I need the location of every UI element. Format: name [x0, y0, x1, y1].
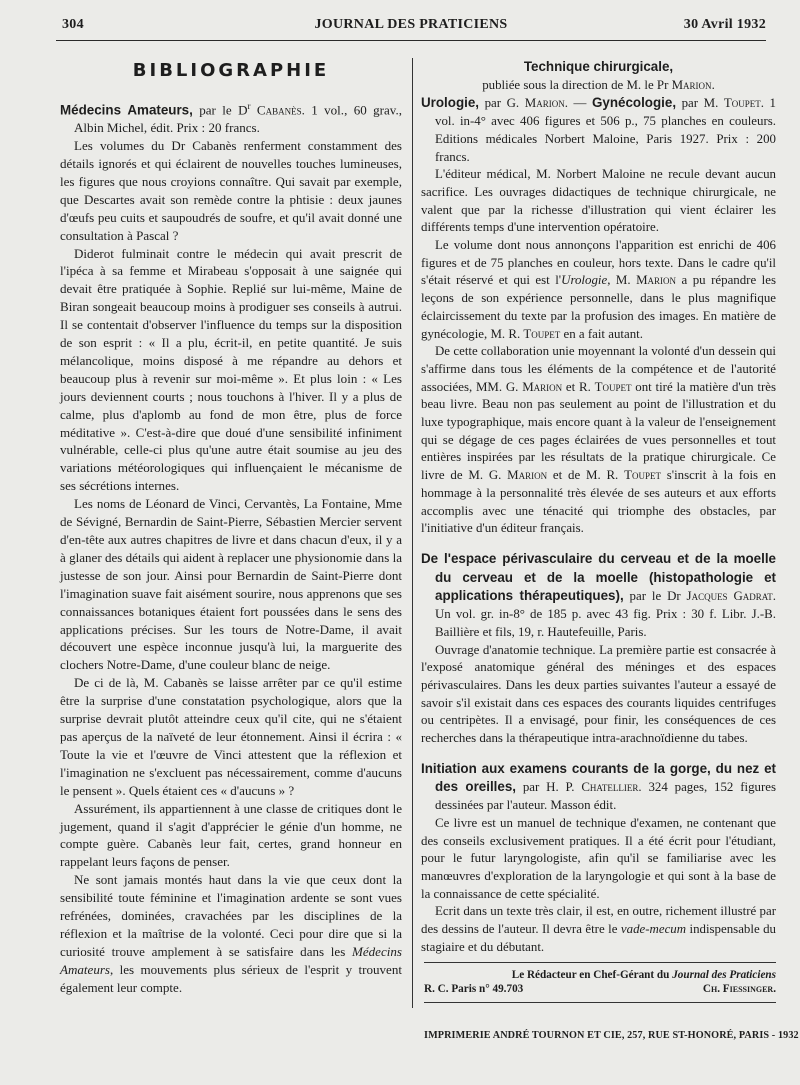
italic-title: Journal des Praticiens — [672, 969, 776, 981]
printer-imprint: IMPRIMERIE ANDRÉ TOURNON ET CIE, 257, RUE ST-HONORÉ, PARIS - 1932 — [424, 1030, 799, 1041]
text-run: en a fait autant. — [560, 326, 643, 341]
left-column — [60, 56, 402, 997]
author-name: Jacques Gadrat — [686, 589, 773, 604]
review-paragraph: Assurément, ils appartiennent à une classe de critiques dont le jugement, quand il s'agit d'apprécier le génie d'un homme, ne compte guère. Cabanès leur fait, certes, grand honneur en rappelant leurs façons de penser. — [60, 800, 402, 870]
entry-byline: par le Dr — [623, 589, 687, 604]
text-run: . — [711, 77, 715, 92]
series-direction — [421, 77, 776, 95]
text-run: . — — [564, 96, 592, 111]
entry-byline: par H. P. — [516, 780, 582, 795]
column-divider — [412, 58, 413, 1008]
text-run: , M. — [607, 273, 637, 288]
entry-spacer — [421, 538, 776, 550]
entry-heading-technique-chirurgicale — [421, 58, 776, 77]
registration-number: R. C. Paris n° 49.703 — [424, 983, 524, 995]
book-meta: . 324 pages, 152 figures dessinées par l'auteur. Masson édit. — [435, 780, 776, 813]
entry-heading-espace-perivasculaire — [421, 550, 776, 642]
author-name: Cabanès — [250, 102, 302, 118]
text-run: et R. — [562, 379, 595, 394]
editor-signature: Ch. Fiessinger. — [702, 983, 776, 995]
text-run: a pu répandre les leçons de son expérience personnelle, dans le plus magnifique éclaircissement du texte par la profusion des images. En matière de gynécologie, M. R. — [421, 273, 776, 341]
text-run: indispensable du stagiaire et du débutant. — [421, 922, 776, 954]
italic-title: Urologie — [561, 273, 608, 288]
entry-byline: par G. — [479, 96, 525, 111]
author-name: Marion — [636, 273, 677, 288]
book-meta: . 1 vol. in-4° avec 406 figures et 506 p., 75 planches en couleurs. Editions médicales Norbert Maloine, Paris 1927. Prix : 200 francs. — [435, 96, 776, 164]
author-name: Marion — [671, 77, 712, 92]
author-name: Marion — [524, 96, 565, 111]
book-title: Initiation aux examens courants de la gorge, du nez et des oreilles, — [421, 760, 776, 795]
footer-rule — [424, 1002, 776, 1003]
book-title: Urologie, — [421, 95, 480, 111]
review-paragraph: Diderot fulminait contre le médecin qui avait prescrit de l'ipéca à sa femme et Mirabeau s'opposait à une saignée qui devait être pratiquée à Sophie. Replié sur lui-même, Maine de Biran songeait beaucoup moins à prodiguer ses conseils à autrui. Il se contentait d'observer l'influence du temps sur la disposition de son esprit : « Il a plu, écrit-il, en petite quantité. Je suis mélancolique, moins disposé à me répandre au dehors et beaucoup plus à revenir sur moi-même ». Et plus loin : « Les jours deviennent courts ; nous touchons à l'hiver. Il y a plus de calme, plus d'aplomb au fond de mon être, plus de force méditative ». C'est-à-dire que doué d'une sensibilité infiniment vulnérable, celle-ci plus qu'une autre était soumise au jeu des variations météorologiques qui influençaient le mécanisme de ses sécrétions internes. — [60, 245, 402, 494]
text-run: Le volume dont nous annonçons l'apparition est enrichi de 406 figures et de 75 planches en couleur, hors texte. Dans le cadre qu'il s'était réservé et qui est l' — [421, 238, 776, 288]
review-paragraph — [60, 871, 402, 996]
entry-heading-initiation — [421, 760, 776, 815]
entry-byline: par M. — [676, 96, 724, 111]
review-paragraph — [421, 343, 776, 538]
right-column — [421, 58, 776, 956]
header-rule — [56, 40, 766, 41]
book-meta: . 1 vol., 60 grav., Albin Michel, édit. Prix : 20 francs. — [74, 102, 402, 136]
page-number: 304 — [62, 17, 84, 32]
footer-rule — [424, 962, 776, 963]
book-title: Technique chirurgicale, — [523, 59, 674, 74]
italic-title: Médecins Amateurs — [60, 943, 402, 977]
book-meta: . Un vol. gr. in-8° de 185 p. avec 43 fig. Prix : 30 f. Libr. J.-B. Baillière et fils, 19, r. Hautefeuille, Paris. — [435, 589, 776, 639]
entry-heading-urologie — [421, 94, 776, 166]
text-run: Ne sont jamais montés haut dans la vie que ceux dont la sensibilité toute féminine et l'imagination ardente se sont vues refrénées, dominées, cravachées par les disciplines de la réflexion et la maîtrise de la volonté. Ceci pour dire que si la curiosité trouve amplement à se satisfaire dans les — [60, 872, 402, 959]
review-paragraph — [421, 237, 776, 343]
italic-title: vade-mecum — [620, 922, 687, 937]
text-run: , les mouvements plus sérieux de l'esprit y trouvent également leur compte. — [60, 961, 402, 995]
text-run: ont tiré la matière d'un très beau livre. Beau non pas seulement au point de l'illustration et du luxe typographique, mais encore quant à la valeur de l'enseignement qui se dégage de ces pages éclairées de vues personnelles et tout entières inspirées par les résultats de la pratique chirurgicale. Ce livre de M. G. — [421, 379, 776, 483]
review-paragraph: De ci de là, M. Cabanès se laisse arrêter par ce qu'il estime être la surprise d'une constatation psychologique, alors que la surprise devrait plutôt atteindre ceux qu'il cite, qui ne s'étaient pas aperçus de la naïveté de leur étonnement. Ainsi il écrira : « Toute la vie et l'œuvre de Vinci attestent que la réflexion et l'imagination ne s'excluent pas nécessairement, comme d'aucuns le pensent ». Quels étaient ces « d'aucuns » ? — [60, 675, 402, 798]
text-run: Le Rédacteur en Chef-Gérant du — [511, 969, 673, 981]
author-name: Toupet — [624, 468, 661, 483]
review-paragraph: Les volumes du Dr Cabanès renferment constamment des détails ignorés et qui éclairent de nouvelles touches lumineuses, les figures que nous croyions connaître. Qui savait par exemple, que Descartes avait son remède contre la phtisie : deux jaunes d'œufs peu cuits et saupoudrés de soufre, et qu'il avait donné une consultation à Pascal ? — [60, 138, 402, 243]
book-title: Gynécologie, — [591, 95, 677, 111]
editor-credit — [424, 968, 776, 996]
issue-date: 30 Avril 1932 — [683, 17, 766, 32]
author-name: Marion — [507, 468, 548, 483]
review-paragraph: L'éditeur médical, M. Norbert Maloine ne recule devant aucun sacrifice. Les ouvrages didactiques de technique chirurgicale, ne valent que par la richesse d'illustration qui vient éclairer les différents temps d'une intervention opératoire. — [421, 167, 776, 235]
text-run: publiée sous la direction de M. le Pr — [482, 77, 672, 92]
running-head — [56, 17, 766, 39]
book-title: Médecins Amateurs, — [60, 102, 193, 118]
author-name: Chatellier — [581, 780, 639, 795]
section-title: BIBLIOGRAPHIE — [132, 60, 330, 81]
review-paragraph: Ce livre est un manuel de technique d'examen, ne contenant que des conseils exclusivement pratiques. Il a été écrit pour l'étudiant, pour le futur laryngologiste, afin qu'il se familiarise avec les manœuvres d'exploration de la laryngologie et qui sont à la base de la connaissance de cette spécialité. — [421, 815, 776, 901]
title-abbrev-sup: r — [247, 100, 251, 111]
editor-line — [424, 968, 776, 982]
review-paragraph — [421, 903, 776, 956]
registration-line — [424, 982, 776, 996]
text-run: et de M. R. — [547, 468, 625, 483]
author-name: Toupet — [523, 326, 561, 341]
text-run: Ecrit dans un texte très clair, il est, en outre, richement illustré par des dessins de l'auteur. Il devra être le — [421, 904, 776, 937]
entry-byline: par le D — [192, 102, 248, 118]
book-title: De l'espace périvasculaire du cerveau et de la moelle du cerveau et de la moelle (histopathologie et applications thérapeutiques), — [421, 550, 776, 604]
journal-name: JOURNAL DES PRATICIENS — [314, 17, 508, 32]
entry-spacer — [421, 748, 776, 760]
review-paragraph: Ouvrage d'anatomie technique. La première partie est consacrée à l'exposé anatomique général des méninges et des espaces périvasculaires. Dans les deux parties suivantes l'auteur a essayé de savoir s'il existait dans ces espaces des courants liquides centrifuges ou centripètes. Il a envisagé, pour finir, les conséquences de ces recherches dans la thérapeutique intra-arachnoïdienne du tabes. — [421, 642, 776, 746]
author-name: Toupet — [594, 379, 632, 394]
text-run: s'inscrit à la fois en hommage à la personnalité très élevée de ses auteurs et aux efforts accomplis avec une ténacité qui triomphe des obstacles, par l'initiative d'un éditeur français. — [421, 468, 776, 536]
entry-heading-medecins-amateurs — [60, 98, 402, 137]
text-run: De cette collaboration unie moyennant la volonté d'un dessein qui s'affirme dans tous les éléments de la compétence et de l'autorité associées, MM. G. — [421, 344, 776, 394]
author-name: Marion — [522, 379, 563, 394]
review-paragraph: Les noms de Léonard de Vinci, Cervantès, La Fontaine, Mme de Sévigné, Bernardin de Saint-Pierre, Sébastien Mercier servent d'en-tête aux autres chapitres de livre et dans chacun d'eux, il y a à glaner des détails qui aident à replacer une physionomie dans la justesse de son jour. Ainsi pour Bernardin de Saint-Pierre dont l'imagination suave fait aisément sourire, nous apprenons que ses connaissances botaniques étaient fort poussées dans le sens des applications précises. Sur les tours de Notre-Dame, il avait découvert une espèce inconnue jusqu'à lui, la marguerite des clochers Notre-Dame, d'une couleur blanc de neige. — [60, 496, 402, 673]
author-name: Toupet — [723, 96, 761, 111]
